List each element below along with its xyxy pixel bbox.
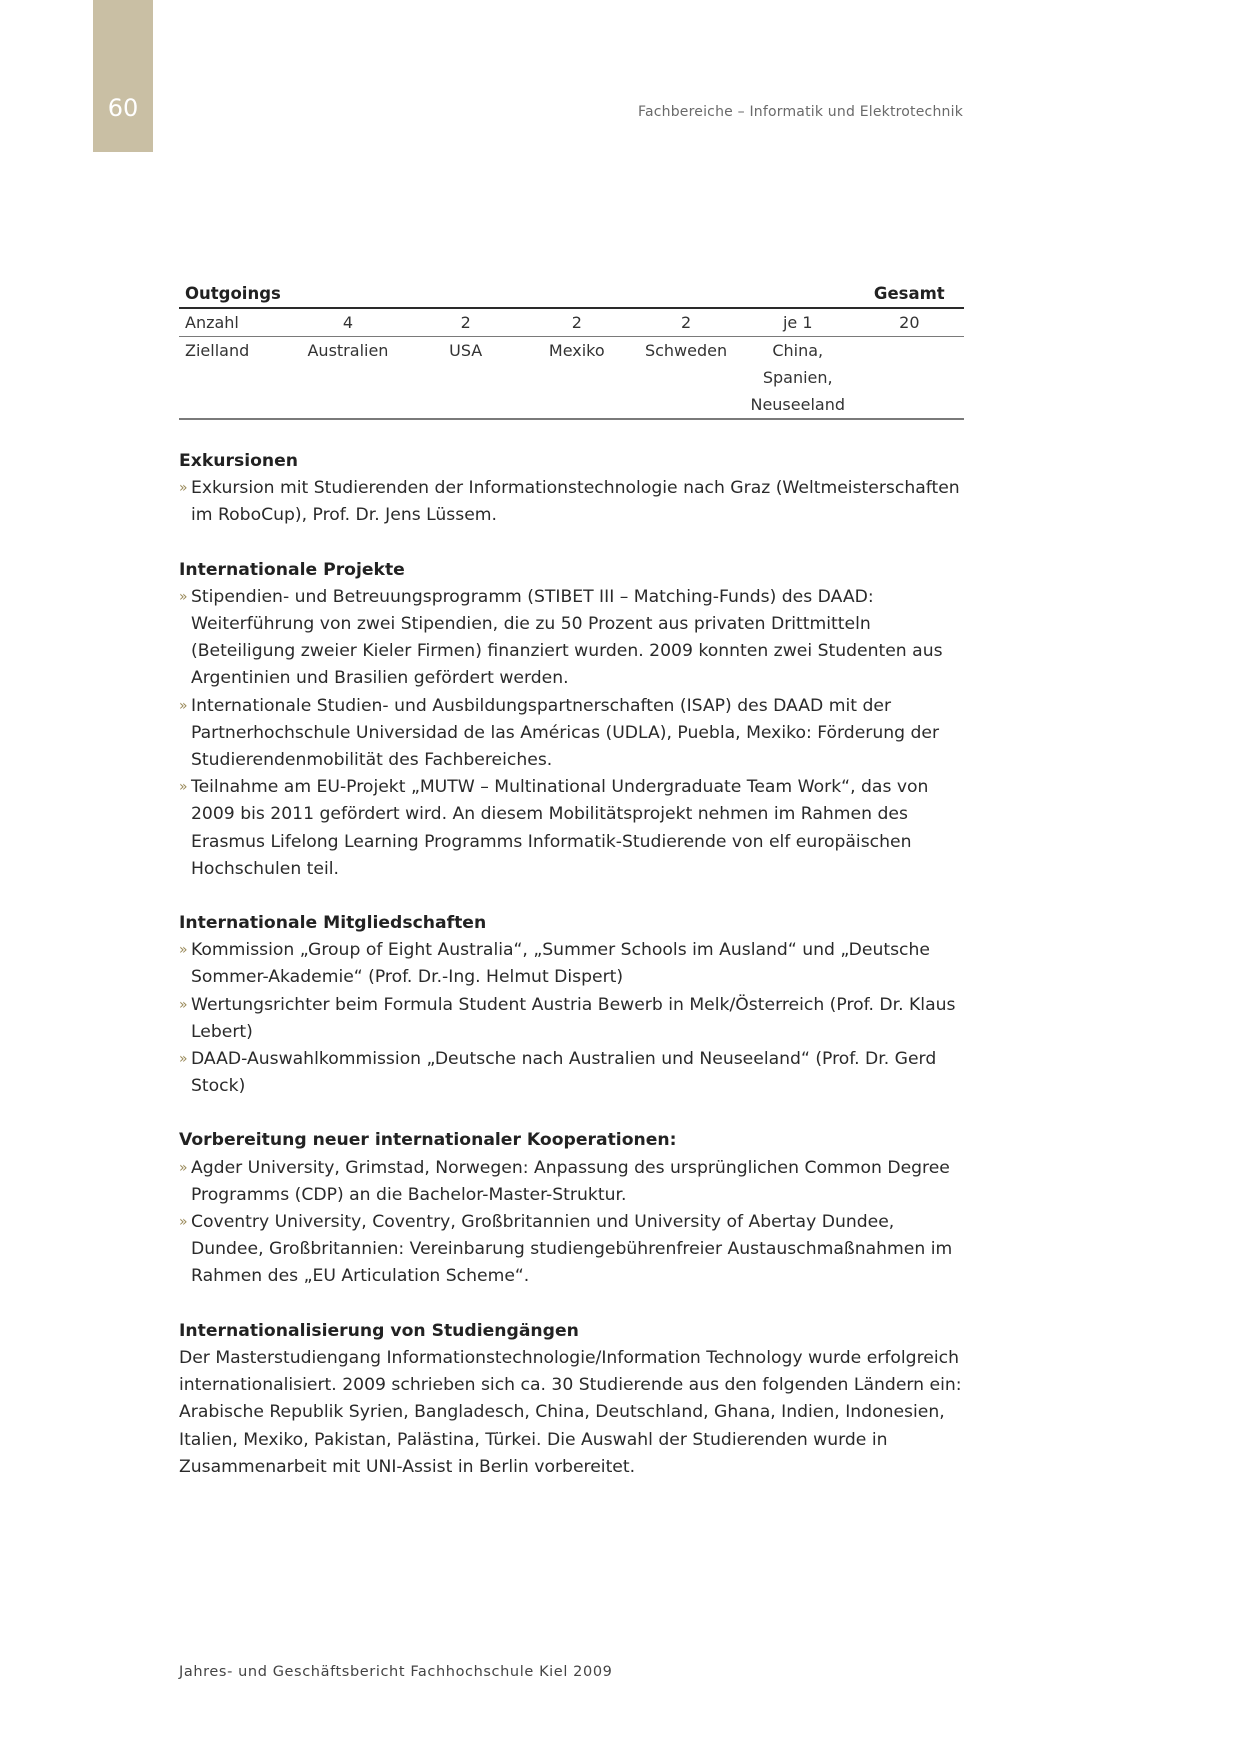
- page-number: 60: [107, 94, 139, 122]
- list-item: » Stipendien- und Betreuungsprogramm (STIBET III – Matching-Funds) des DAAD: Weiterführung von zwei Stipendien, die zu 50 Prozent aus privaten Drittmitteln (Beteiligung zweier Kieler Firmen) finanziert wurden. 2009 konnten zwei Studenten aus Argentinien und Brasilien gefördert werden.: [179, 584, 964, 693]
- table-cell: USA: [409, 337, 522, 420]
- bullet-marker: »: [179, 996, 188, 1013]
- section-internationalisierung: [179, 1318, 964, 1481]
- table-row: [179, 337, 964, 420]
- bullet-marker: »: [179, 1051, 188, 1068]
- outgoings-table: [179, 280, 964, 420]
- table-row: [179, 308, 964, 337]
- bullet-marker: »: [179, 1214, 188, 1231]
- row-label: Zielland: [179, 337, 287, 420]
- page-number-tab: [93, 0, 153, 152]
- list-item: » Internationale Studien- und Ausbildungspartnerschaften (ISAP) des DAAD mit der Partnerhochschule Universidad de las Américas (UDLA), Puebla, Mexiko: Förderung der Studierendenmobilität des Fachbereiches.: [179, 693, 964, 775]
- list-item: » Coventry University, Coventry, Großbritannien und University of Abertay Dundee, Dundee, Großbritannien: Vereinbarung studiengebührenfreier Austauschmaßnahmen im Rahmen des „EU Articulation Scheme“.: [179, 1209, 964, 1291]
- table-cell: Schweden: [631, 337, 741, 420]
- list-item: » Exkursion mit Studierenden der Informationstechnologie nach Graz (Weltmeisterschaften im RoboCup), Prof. Dr. Jens Lüssem.: [179, 475, 964, 529]
- section-heading: Internationalisierung von Studiengängen: [179, 1320, 579, 1341]
- table-cell: je 1: [741, 308, 855, 337]
- bullet-marker: »: [179, 942, 188, 959]
- table-header-row: [179, 280, 964, 308]
- list-item: » Teilnahme am EU-Projekt „MUTW – Multinational Undergraduate Team Work“, das von 2009 bis 2011 gefördert wird. An diesem Mobilitätsprojekt nehmen im Rahmen des Erasmus Lifelong Learning Programms Informatik-Studierende von elf europäischen Hochschulen teil.: [179, 774, 964, 883]
- list-item: » Wertungsrichter beim Formula Student Austria Bewerb in Melk/Österreich (Prof. Dr. Klaus Lebert): [179, 992, 964, 1046]
- table-header-label: Outgoings: [179, 280, 287, 308]
- table-cell: 2: [522, 308, 631, 337]
- table-cell: 2: [631, 308, 741, 337]
- row-label: Anzahl: [179, 308, 287, 337]
- bullet-marker: »: [179, 779, 188, 796]
- table-cell: China, Spanien, Neuseeland: [741, 337, 855, 420]
- bullet-marker: »: [179, 1159, 188, 1176]
- list-item: » DAAD-Auswahlkommission „Deutsche nach Australien und Neuseeland“ (Prof. Dr. Gerd Stock): [179, 1046, 964, 1100]
- section-heading: Internationale Mitgliedschaften: [179, 913, 487, 934]
- section-internationale-mitgliedschaften: [179, 910, 964, 1100]
- section-exkursionen: [179, 448, 964, 530]
- section-internationale-projekte: [179, 557, 964, 883]
- list-item: » Kommission „Group of Eight Australia“, „Summer Schools im Ausland“ und „Deutsche Sommer-Akademie“ (Prof. Dr.-Ing. Helmut Dispert): [179, 937, 964, 991]
- bullet-marker: »: [179, 697, 188, 714]
- table-cell: 2: [409, 308, 522, 337]
- table-cell: [855, 337, 964, 420]
- table-cell: 20: [855, 308, 964, 337]
- bullet-marker: »: [179, 480, 188, 497]
- section-heading: Internationale Projekte: [179, 559, 405, 580]
- section-heading: Vorbereitung neuer internationaler Kooperationen:: [179, 1130, 677, 1151]
- section-heading: Exkursionen: [179, 451, 299, 471]
- page-footer: Jahres- und Geschäftsbericht Fachhochschule Kiel 2009: [179, 1664, 613, 1680]
- section-vorbereitung-kooperationen: [179, 1127, 964, 1290]
- table-header-total: Gesamt: [855, 280, 964, 308]
- list-item: » Agder University, Grimstad, Norwegen: Anpassung des ursprünglichen Common Degree Programms (CDP) an die Bachelor-Master-Struktur.: [179, 1155, 964, 1209]
- table-cell: 4: [287, 308, 409, 337]
- main-content: [179, 280, 964, 1508]
- section-paragraph: Der Masterstudiengang Informationstechnologie/Information Technology wurde erfolgreich internationalisiert. 2009 schrieben sich ca. 30 Studierende aus den folgenden Ländern ein: Arabische Republik Syrien, Bangladesch, China, Deutschland, Ghana, Indien, Indonesien, Italien, Mexiko, Pakistan, Palästina, Türkei. Die Auswahl der Studierenden wurde in Zusammenarbeit mit UNI-Assist in Berlin vorbereitet.: [179, 1347, 962, 1477]
- table-cell: Australien: [287, 337, 409, 420]
- running-head: Fachbereiche – Informatik und Elektrotechnik: [638, 104, 963, 120]
- table-cell: Mexiko: [522, 337, 631, 420]
- bullet-marker: »: [179, 588, 188, 605]
